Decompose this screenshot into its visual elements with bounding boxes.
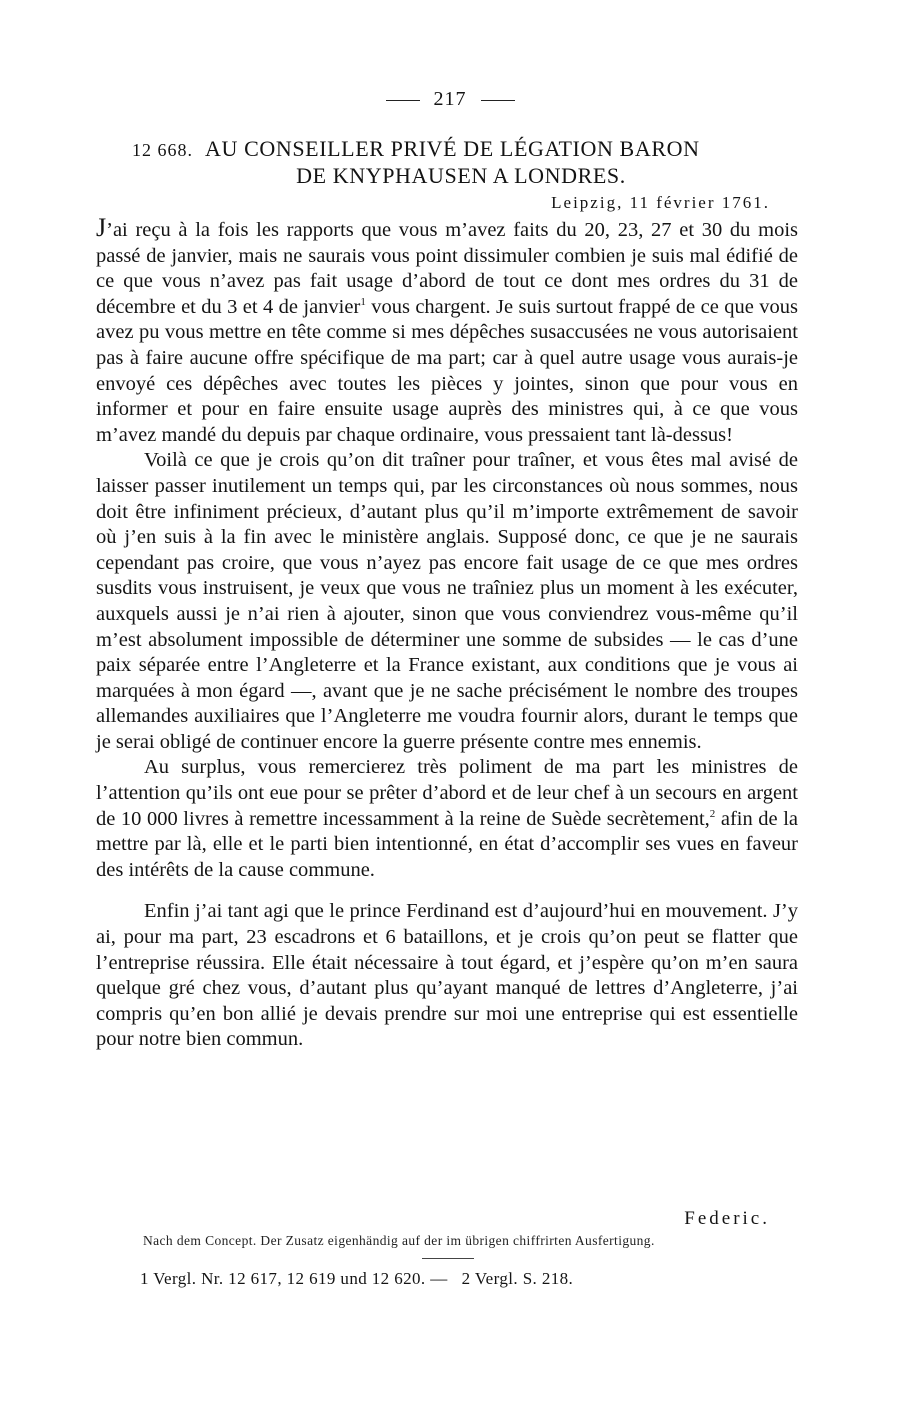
footnote-divider	[422, 1258, 474, 1259]
footnote-2-text: Vergl. S. 218.	[474, 1269, 574, 1288]
paragraph-3-text-a: Au surplus, vous remercierez très poliment de ma part les ministres de l’attention qu’ils ont eue pour se prêter d’abord et de leur chef à un secours en argent de 10 000 livres à remettre incessamment à la reine de Suède secrètement,	[96, 756, 798, 830]
footnote-ref-2[interactable]: 2	[709, 807, 716, 820]
footnotes	[140, 1269, 573, 1289]
paragraph-2: Voilà ce que je crois qu’on dit traîner pour traîner, et vous êtes mal avisé de laisser passer inutilement un temps qui, par les circonstances où nous sommes, nous doit être infiniment précieux, d’autant plus qu’il m’importe extrêmement de savoir où j’en suis à la fin avec le ministère anglais. Supposé donc, ce que je ne saurais cependant pas croire, que vous n’ayez pas encore fait usage de ce que mes ordres susdits vous instruisent, je veux que vous ne traîniez plus un moment à les exécuter, auxquels aussi je n’ai rien à ajouter, sinon que vous conviendrez vous-même qu’il m’est absolument impossible de déterminer une somme de subsides — le cas d’une paix séparée entre l’Angleterre et la France existant, aux conditions que je vous ai marquées à mon égard —, avant que je ne sache précisément le nombre des troupes allemandes auxiliaires que l’Angleterre me voudra fournir alors, durant le temps que je serai obligé de continuer encore la guerre présente contre mes ennemis.	[96, 449, 798, 753]
footnote-2	[462, 1269, 574, 1288]
footnote-2-marker: 2	[461, 1269, 471, 1288]
paragraph-3	[96, 755, 798, 883]
footnote-1-text: Vergl. Nr. 12 617, 12 619 und 12 620. —	[153, 1269, 448, 1288]
page-number: 217	[433, 88, 467, 110]
page-number-left-dash	[386, 100, 420, 101]
footnote-1	[140, 1269, 462, 1288]
page-number-right-dash	[481, 100, 515, 101]
paragraph-4: Enfin j’ai tant agi que le prince Ferdinand est d’aujourd’hui en mouvement. J’y ai, pour ma part, 23 escadrons et 6 bataillons, et je crois qu’on peut se flatter que l’entreprise réussira. Elle était nécessaire à tout égard, et j’espère qu’on m’en saura quelque gré chez vous, d’autant plus qu’ayant manqué de lettres d’Angleterre, j’ai compris qu’en bon allié je devais prendre sur moi une entreprise qui est essentielle pour notre bien commun.	[96, 900, 798, 1051]
drop-initial: J	[96, 213, 107, 242]
paragraph-3-text-b: afin de la mettre par là, elle et le parti bien intentionné, en état d’accomplir ses vues en faveur des intérêts de la cause commune.	[96, 807, 799, 881]
letter-number: 12 668.	[132, 140, 193, 160]
heading-line-1: AU CONSEILLER PRIVÉ DE LÉGATION BARON	[205, 136, 700, 161]
dateline: Leipzig, 11 février 1761.	[551, 193, 770, 212]
page-number-line	[0, 88, 900, 111]
letter-body	[96, 215, 798, 1053]
paragraph-1	[96, 215, 798, 448]
paragraph-1-text-b: vous chargent. Je suis surtout frappé de ce que vous avez pu vous mettre en tête comme si mes dépêches susaccusées ne vous autorisaient pas à faire aucune offre spécifique de ma part; car à quel autre usage vous aurais-je envoyé ces dépêches avec toutes les pièces y jointes, sinon que pour vous en informer et pour en faire ensuite usage auprès des ministres qui, à ce que vous m’avez mandé du depuis par chaque ordinaire, vous pressaient tant là-dessus!	[96, 295, 798, 446]
heading-line-2: DE KNYPHAUSEN A LONDRES.	[296, 163, 626, 188]
signature: Federic.	[684, 1208, 770, 1229]
letter-heading	[96, 136, 796, 188]
paragraph-1-text-a: ’ai reçu à la fois les rapports que vous m’avez faits du 20, 23, 27 et 30 du mois passé de janvier, mais ne saurais vous point dissimuler combien je suis mal édifié de ce que vous n’avez pas fait usage d’abord de tout ce dont mes ordres du 31 de décembre et du 3 et 4 de janvier	[96, 219, 798, 318]
footnote-1-marker: 1	[140, 1269, 149, 1288]
footnote-ref-1[interactable]: 1	[360, 295, 366, 308]
source-note: Nach dem Concept. Der Zusatz eigenhändig auf der im übrigen chiffrirten Ausfertigung.	[143, 1233, 655, 1248]
